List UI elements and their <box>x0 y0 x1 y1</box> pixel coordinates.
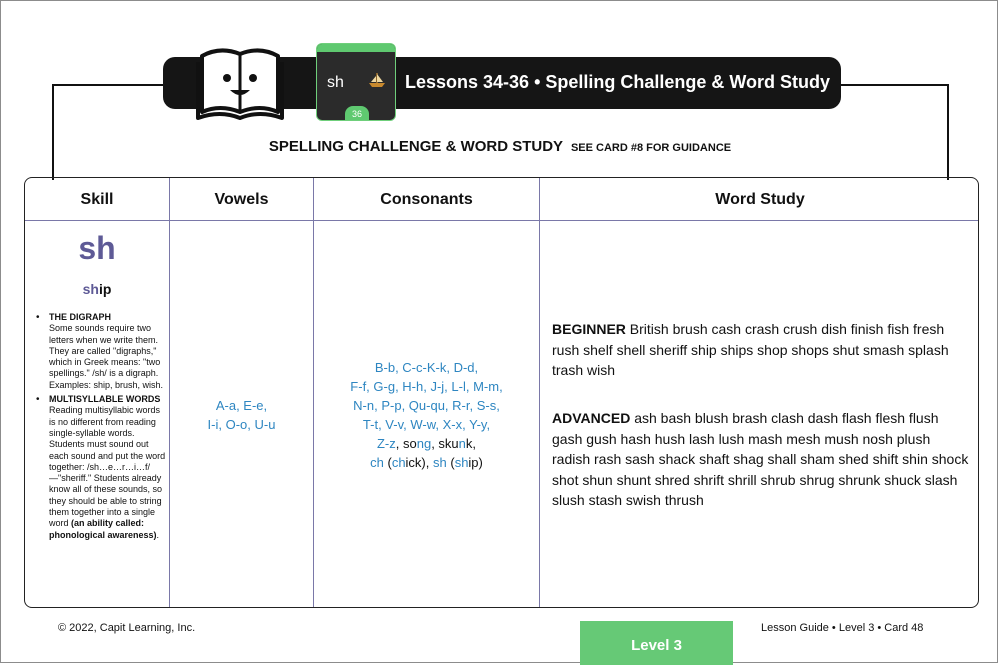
tile-top-stripe <box>317 44 395 52</box>
consonants-column <box>314 178 540 607</box>
tile-letters: sh <box>327 74 344 91</box>
example-rest: ip <box>98 281 112 297</box>
vowels-header: Vowels <box>170 178 313 221</box>
tile-number: 36 <box>345 106 369 121</box>
note-heading: • MULTISYLLABLE WORDS <box>49 394 161 405</box>
section-heading: SPELLING CHALLENGE & WORD STUDY <box>268 138 563 155</box>
beginner-label: BEGINNER <box>552 321 626 337</box>
chick-open: ( <box>383 455 392 470</box>
example-digraph: sh <box>82 281 99 297</box>
skill-example-word <box>25 281 169 297</box>
note-bold-tail: (an ability called: phonological awareness) <box>49 518 157 540</box>
skunk-text: , sku <box>431 436 459 451</box>
consonants-list <box>314 358 539 472</box>
advanced-list: ash bash blush brash clash dash flash flesh flush gash gush hash hush lash lush mash mesh mush nosh plush radish rash sash shack shaft shag shall sham shed shift shin shock shot shun shunt shred shrift shrill shrub shrug shrunk shuck slash slush stash swish thrush <box>552 410 969 508</box>
smiling-book-icon <box>196 42 284 122</box>
skunk-end: k, <box>465 436 477 451</box>
consonants-line: T-t, V-v, W-w, X-x, Y-y, <box>362 417 491 432</box>
skill-digraph: sh <box>78 230 116 266</box>
chick-ch: ch <box>391 455 406 470</box>
vowels-line: A-a, E-e, <box>215 398 268 413</box>
consonants-line: F-f, G-g, H-h, J-j, L-l, M-m, <box>350 379 503 394</box>
lesson-card-tile <box>316 43 396 121</box>
chick-rest: ick), <box>405 455 433 470</box>
song-ng: ng <box>416 436 432 451</box>
sh-digraph: sh <box>433 455 447 470</box>
note-end: . <box>156 529 160 540</box>
note-heading: • THE DIGRAPH <box>49 312 112 322</box>
consonants-line-digraphs <box>314 453 539 472</box>
lesson-table <box>24 177 979 608</box>
word-study-header: Word Study <box>540 178 979 221</box>
vowels-list <box>170 396 313 434</box>
skunk-n: n <box>458 436 466 451</box>
beginner-words <box>552 319 972 381</box>
beginner-list: British brush cash crash crush dish finish fish fresh rush shelf shell sheriff ship ships shop shops shut smash splash trash wish <box>552 321 949 378</box>
ch-digraph: ch <box>370 455 384 470</box>
skill-notes <box>33 312 169 544</box>
zz-pair: Z-z <box>376 436 396 451</box>
word-study-column <box>540 178 979 607</box>
ship-rest: ip) <box>468 455 483 470</box>
note-multisyllable <box>33 394 169 541</box>
footer-guide: Lesson Guide • Level 3 • Card 48 <box>761 622 924 634</box>
song-start: , so <box>395 436 417 451</box>
consonants-header: Consonants <box>314 178 539 221</box>
skill-header: Skill <box>25 178 169 221</box>
advanced-words <box>552 408 972 511</box>
sailing-ship-icon <box>367 72 387 88</box>
lesson-title: Lessons 34-36 • Spelling Challenge & Word Study <box>405 72 831 92</box>
section-guidance: SEE CARD #8 FOR GUIDANCE <box>570 142 732 154</box>
skill-column <box>25 178 170 607</box>
ship-open: ( <box>446 455 455 470</box>
note-text: Some sounds require two letters when we write them. They are called "digraphs," which in Greek means: "two spellings." /sh/ is a digraph. Examples: ship, brush, wish. <box>49 323 164 390</box>
consonants-line: N-n, P-p, Qu-qu, R-r, S-s, <box>353 398 500 413</box>
section-title <box>0 138 1000 155</box>
consonants-line: B-b, C-c-K-k, D-d, <box>374 360 479 375</box>
ship-sh: sh <box>454 455 469 470</box>
note-text: Reading multisyllabic words is no different from reading single-syllable words. Students must sound out each sound and put the word together: /sh…e…r…i…f/—"sheriff." Students already know all of these sounds, so they should be able to string them together into a single word <box>49 405 166 529</box>
advanced-label: ADVANCED <box>552 410 631 426</box>
note-digraph <box>33 312 169 391</box>
consonants-line-ng <box>314 434 539 453</box>
copyright: © 2022, Capit Learning, Inc. <box>58 622 196 634</box>
vowels-line: I-i, O-o, U-u <box>207 417 276 432</box>
vowels-column <box>170 178 314 607</box>
level-tab: Level 3 <box>580 621 733 665</box>
